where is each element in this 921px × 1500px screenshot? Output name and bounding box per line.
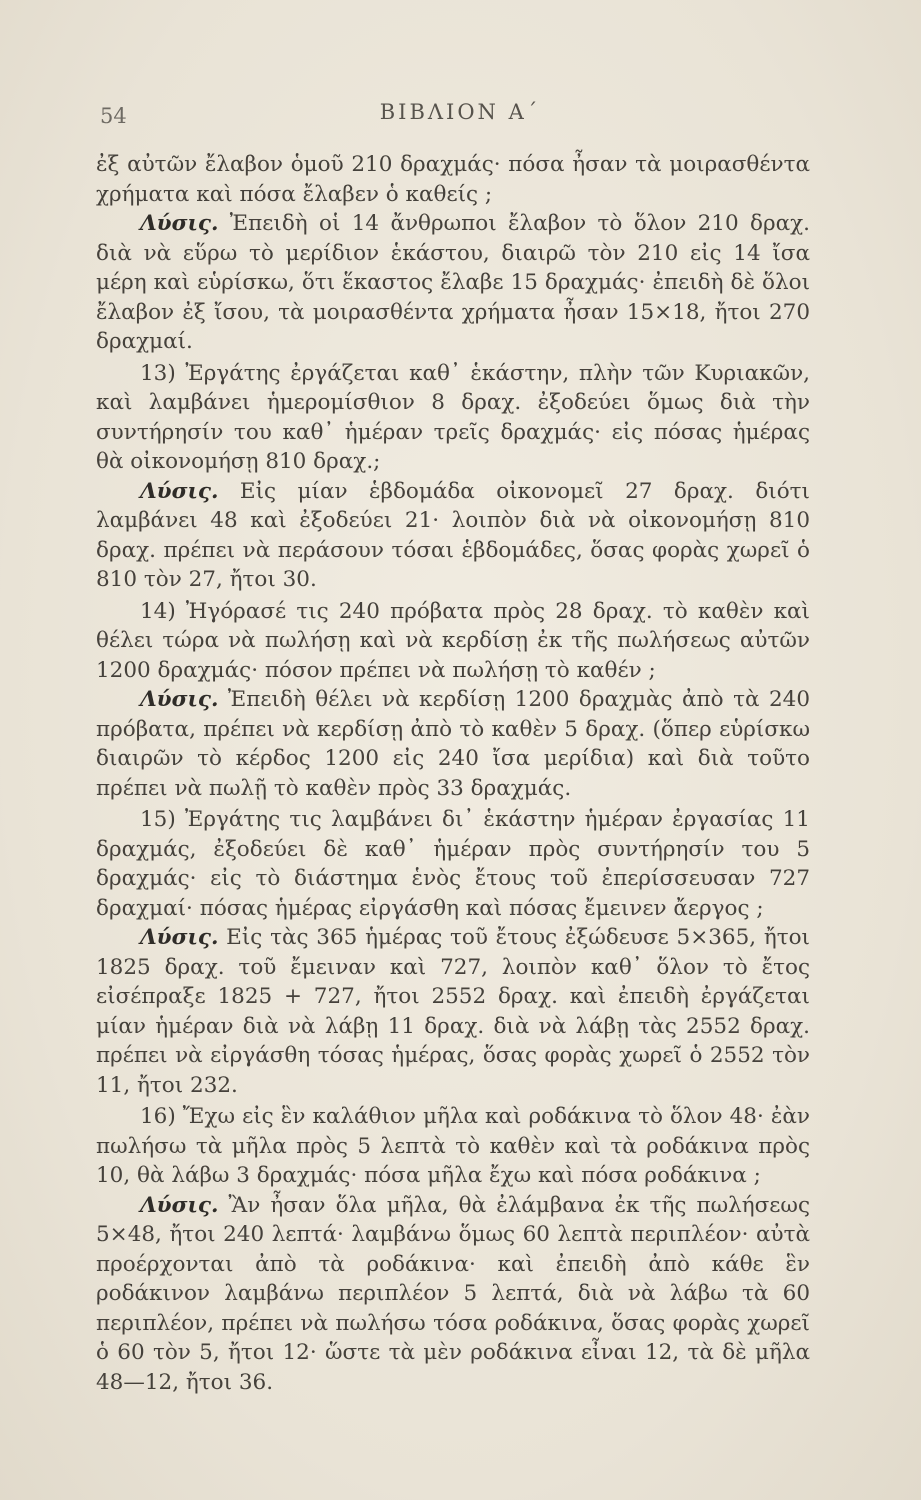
- solution-label: Λύσις.: [140, 1192, 219, 1218]
- body-text: [96, 150, 810, 1397]
- solution-13: [96, 477, 810, 595]
- problem-text: 13) Ἐργάτης ἐργάζεται καθ᾽ ἑκάστην, πλὴν τῶν Κυριακῶν, καὶ λαμβάνει ἡμερομίσθιον 8 δραχ. ἐξοδεύει ὅμως διὰ τὴν συντήρησίν του καθ᾽ ἡμέραν τρεῖς δραχμάς· εἰς πόσας ἡμέρας θὰ οἰκονομήσῃ 810 δραχ.;: [96, 360, 810, 474]
- solution-15: [96, 923, 810, 1100]
- solution-label: Λύσις.: [140, 478, 219, 504]
- problem-15: [96, 805, 810, 923]
- solution-16: [96, 1191, 810, 1398]
- paragraph-problem-12-end: [96, 150, 810, 209]
- solution-label: Λύσις.: [140, 925, 219, 950]
- problem-16: [96, 1102, 810, 1191]
- solution-14: [96, 685, 810, 803]
- problem-text: 14) Ἠγόρασέ τις 240 πρόβατα πρὸς 28 δραχ. τὸ καθὲν καὶ θέλει τώρα νὰ πωλήσῃ καὶ νὰ κερδίσῃ ἐκ τῆς πωλήσεως αὐτῶν 1200 δραχμάς· πόσον πρέπει νὰ πωλήσῃ τὸ καθέν ;: [96, 598, 810, 683]
- problem-13: [96, 359, 810, 477]
- problem-text: 16) Ἔχω εἰς ἓν καλάθιον μῆλα καὶ ροδάκινα τὸ ὅλον 48· ἐὰν πωλήσω τὰ μῆλα πρὸς 5 λεπτὰ τὸ καθὲν καὶ τὰ ροδάκινα πρὸς 10, θὰ λάβω 3 δραχμάς· πόσα μῆλα ἔχω καὶ πόσα ροδάκινα ;: [96, 1104, 810, 1188]
- solution-text: Ἂν ἦσαν ὅλα μῆλα, θὰ ἐλάμβανα ἐκ τῆς πωλήσεως 5×48, ἤτοι 240 λεπτά· λαμβάνω ὅμως 60 λεπτὰ περιπλέον· αὐτὰ προέρχονται ἀπὸ τὰ ροδάκινα· καὶ ἐπειδὴ ἀπὸ κάθε ἓν ροδάκινον λαμβάνω περιπλέον 5 λεπτά, διὰ νὰ λάβω τὰ 60 περιπλέον, πρέπει νὰ πωλήσω τόσα ροδάκινα, ὅσας φορὰς χωρεῖ ὁ 60 τὸν 5, ἤτοι 12· ὥστε τὰ μὲν ροδάκινα εἶναι 12, τὰ δὲ μῆλα 48—12, ἤτοι 36.: [96, 1192, 810, 1395]
- solution-label: Λύσις.: [140, 211, 219, 236]
- running-title: ΒΙΒΛΙΟΝ Α΄: [379, 100, 541, 124]
- solution-label: Λύσις.: [140, 687, 219, 712]
- problem-14: [96, 597, 810, 686]
- paragraph-text: ἐξ αὐτῶν ἔλαβον ὁμοῦ 210 δραχμάς· πόσα ἦσαν τὰ μοιρασθέντα χρήματα καὶ πόσα ἔλαβεν ὁ καθείς ;: [96, 152, 810, 207]
- page-header: [100, 100, 820, 130]
- solution-text: Εἰς μίαν ἑβδομάδα οἰκονομεῖ 27 δραχ. διότι λαμβάνει 48 καὶ ἐξοδεύει 21· λοιπὸν διὰ νὰ οἰκονομήσῃ 810 δραχ. πρέπει νὰ περάσουν τόσαι ἑβδομάδες, ὅσας φορὰς χωρεῖ ὁ 810 τὸν 27, ἤτοι 30.: [96, 478, 810, 592]
- solution-text: Εἰς τὰς 365 ἡμέρας τοῦ ἔτους ἐξώδευσε 5×365, ἤτοι 1825 δραχ. τοῦ ἔμειναν καὶ 727, λοιπὸν καθ᾽ ὅλον τὸ ἔτος εἰσέπραξε 1825 + 727, ἤτοι 2552 δραχ. καὶ ἐπειδὴ ἐργάζεται μίαν ἡμέραν διὰ νὰ λάβῃ 11 δραχ. διὰ νὰ λάβῃ τὰς 2552 δραχ. πρέπει νὰ εἰργάσθη τόσας ἡμέρας, ὅσας φορὰς χωρεῖ ὁ 2552 τὸν 11, ἤτοι 232.: [96, 925, 810, 1098]
- solution-text: Ἐπειδὴ οἱ 14 ἄνθρωποι ἔλαβον τὸ ὅλον 210 δραχ. διὰ νὰ εὕρω τὸ μερίδιον ἑκάστου, διαιρῶ τὸν 210 εἰς 14 ἴσα μέρη καὶ εὑρίσκω, ὅτι ἕκαστος ἔλαβε 15 δραχμάς· ἐπειδὴ δὲ ὅλοι ἔλαβον ἐξ ἴσου, τὰ μοιρασθέντα χρήματα ἦσαν 15×18, ἤτοι 270 δραχμαί.: [96, 211, 810, 354]
- solution-12: [96, 209, 810, 357]
- solution-text: Ἐπειδὴ θέλει νὰ κερδίσῃ 1200 δραχμὰς ἀπὸ τὰ 240 πρόβατα, πρέπει νὰ κερδίσῃ ἀπὸ τὸ καθὲν 5 δραχ. (ὅπερ εὑρίσκω διαιρῶν τὸ κέρδος 1200 εἰς 240 ἴσα μερίδια) καὶ διὰ τοῦτο πρέπει νὰ πωλῇ τὸ καθὲν πρὸς 33 δραχμάς.: [96, 687, 810, 801]
- page-number: 54: [100, 104, 127, 128]
- problem-text: 15) Ἐργάτης τις λαμβάνει δι᾽ ἑκάστην ἡμέραν ἐργασίας 11 δραχμάς, ἐξοδεύει δὲ καθ᾽ ἡμέραν πρὸς συντήρησίν του 5 δραχμάς· εἰς τὸ διάστημα ἑνὸς ἔτους τοῦ ἐπερίσσευσαν 727 δραχμαί· πόσας ἡμέρας εἰργάσθη καὶ πόσας ἔμεινεν ἄεργος ;: [96, 807, 810, 921]
